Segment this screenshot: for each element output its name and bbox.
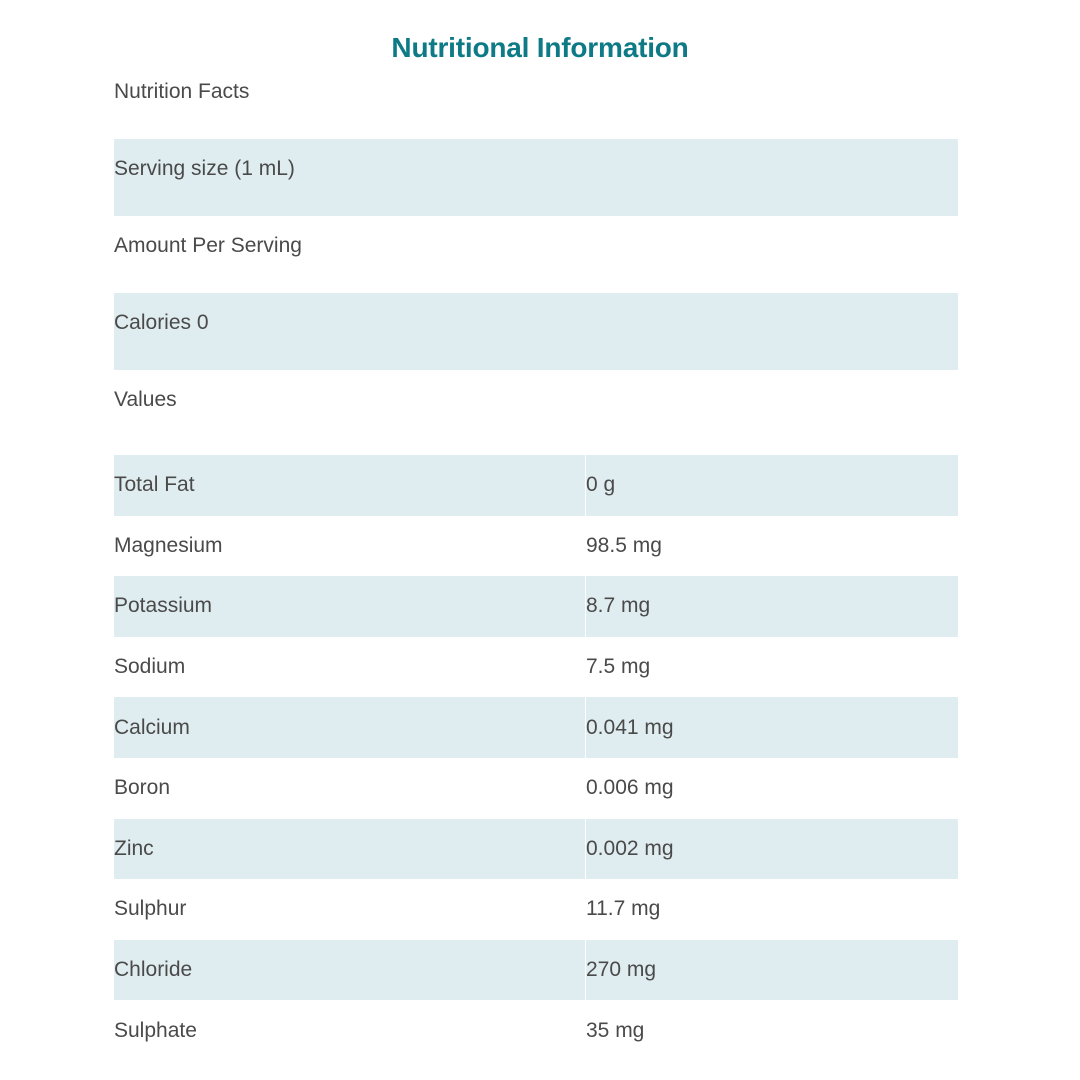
fact-row-amount-per-serving (114, 216, 958, 293)
table-row (114, 516, 958, 577)
fact-row-values (114, 370, 958, 447)
nutrient-name: Total Fat (114, 455, 586, 516)
fact-label: Nutrition Facts (114, 80, 250, 103)
nutrient-value: 0.006 mg (586, 758, 959, 819)
nutrient-name: Zinc (114, 819, 586, 880)
fact-label: Calories 0 (114, 311, 209, 334)
fact-row-serving-size (114, 139, 958, 216)
page-title: Nutritional Information (391, 31, 689, 63)
nutrient-value: 0.002 mg (586, 819, 959, 880)
fact-row-calories (114, 293, 958, 370)
nutrient-value: 98.5 mg (586, 516, 959, 577)
nutrient-value: 11.7 mg (586, 879, 959, 940)
nutrient-name: Sulphate (114, 1018, 197, 1042)
nutrient-value: 0 g (586, 455, 959, 516)
table-row (114, 1000, 958, 1061)
nutrient-name: Sulphur (114, 897, 187, 921)
nutrient-value: 0.041 mg (586, 697, 959, 758)
nutrient-value: 8.7 mg (586, 576, 959, 637)
nutrient-name: Chloride (114, 940, 586, 1001)
nutrition-facts-header (114, 62, 958, 447)
nutrient-value: 35 mg (586, 1000, 959, 1061)
table-row (114, 697, 958, 758)
table-row (114, 819, 958, 880)
nutrient-value: 7.5 mg (586, 637, 959, 698)
fact-label: Amount Per Serving (114, 234, 302, 257)
table-row (114, 940, 958, 1001)
nutrient-name: Calcium (114, 697, 586, 758)
fact-row-nutrition-facts (114, 62, 958, 139)
nutrient-table (114, 455, 958, 1061)
table-row (114, 576, 958, 637)
nutrient-name: Boron (114, 776, 171, 800)
fact-label: Serving size (1 mL) (114, 157, 295, 180)
table-row (114, 455, 958, 516)
nutrient-value: 270 mg (586, 940, 959, 1001)
table-row (114, 879, 958, 940)
table-row (114, 637, 958, 698)
nutrient-name: Magnesium (114, 533, 223, 557)
nutrient-name: Potassium (114, 576, 586, 637)
nutrient-name: Sodium (114, 655, 186, 679)
table-row (114, 758, 958, 819)
fact-label: Values (114, 388, 177, 411)
